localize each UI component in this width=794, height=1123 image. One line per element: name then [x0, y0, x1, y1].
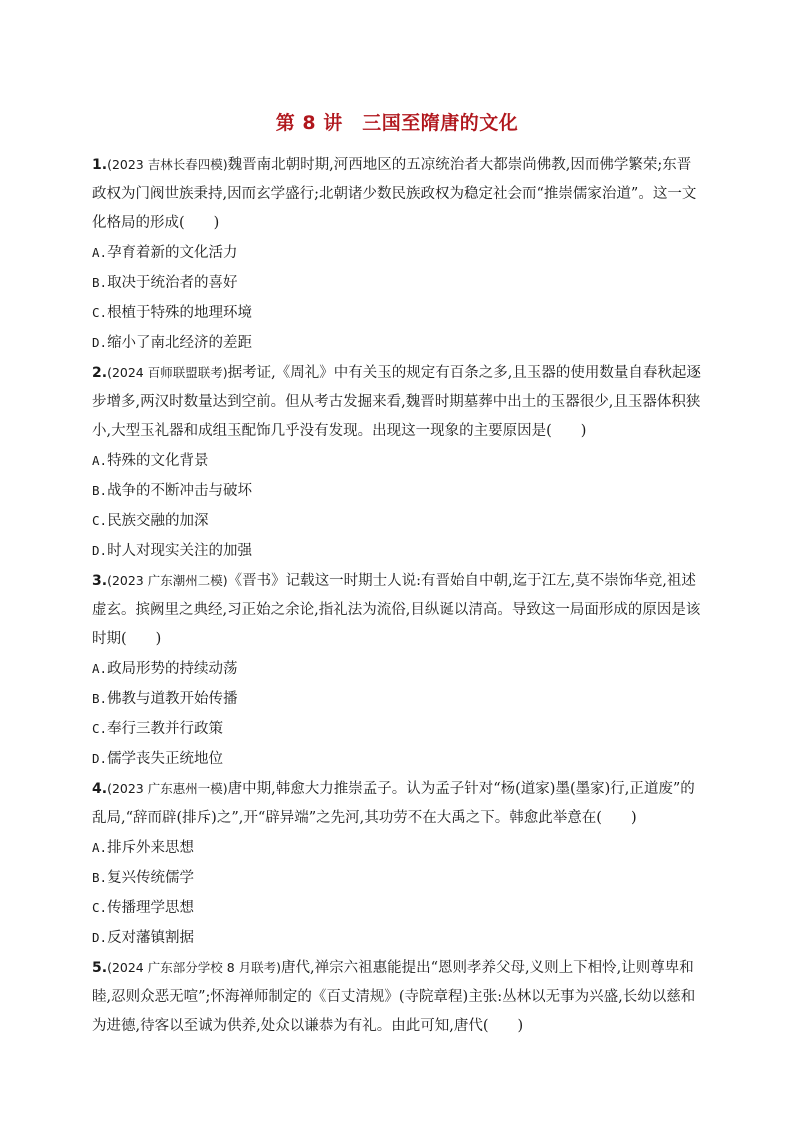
option-text: 民族交融的加深: [107, 513, 209, 529]
question-2: [92, 358, 702, 566]
option-letter: A.: [92, 245, 108, 260]
option-text: 政局形势的持续动荡: [107, 661, 238, 677]
option-text: 奉行三教并行政策: [107, 721, 224, 737]
option-a[interactable]: [92, 833, 702, 863]
option-b[interactable]: [92, 268, 702, 298]
option-list: [92, 238, 702, 358]
option-letter: C.: [92, 900, 108, 915]
option-letter: B.: [92, 483, 108, 498]
option-c[interactable]: [92, 298, 702, 328]
option-letter: C.: [92, 305, 108, 320]
option-d[interactable]: [92, 923, 702, 953]
option-letter: D.: [92, 543, 108, 558]
option-letter: C.: [92, 513, 108, 528]
option-letter: C.: [92, 721, 108, 736]
question-source: (2024 广东部分学校 8 月联考): [107, 960, 282, 975]
option-a[interactable]: [92, 654, 702, 684]
option-d[interactable]: [92, 536, 702, 566]
option-text: 根植于特殊的地理环境: [107, 305, 253, 321]
option-text: 复兴传统儒学: [107, 870, 195, 886]
question-stem: [92, 953, 702, 1041]
option-letter: D.: [92, 751, 108, 766]
option-text: 儒学丧失正统地位: [107, 751, 224, 767]
question-stem: [92, 566, 702, 654]
option-text: 时人对现实关注的加强: [107, 543, 253, 559]
question-list: [92, 150, 702, 1041]
question-stem: [92, 150, 702, 238]
option-text: 排斥外来思想: [107, 840, 195, 856]
option-letter: A.: [92, 453, 108, 468]
question-stem: [92, 358, 702, 446]
question-text: 《晋书》记载这一时期士人说:有晋始自中朝,迄于江左,莫不崇饰华竞,祖述虚玄。摈阙里之典经,习正始之余论,指礼法为流俗,目纵诞以清高。导致这一局面形成的原因是该时期( ): [92, 573, 701, 647]
question-source: (2023 广东惠州一模): [107, 781, 228, 796]
option-b[interactable]: [92, 476, 702, 506]
option-letter: B.: [92, 870, 108, 885]
option-letter: D.: [92, 930, 108, 945]
option-list: [92, 654, 702, 774]
option-text: 佛教与道教开始传播: [107, 691, 238, 707]
option-a[interactable]: [92, 446, 702, 476]
option-text: 特殊的文化背景: [107, 453, 209, 469]
question-number: 2.: [92, 365, 108, 381]
option-a[interactable]: [92, 238, 702, 268]
question-number: 1.: [92, 157, 108, 173]
option-d[interactable]: [92, 744, 702, 774]
question-stem: [92, 774, 702, 833]
option-text: 取决于统治者的喜好: [107, 275, 238, 291]
question-source: (2024 百师联盟联考): [107, 365, 228, 380]
option-letter: B.: [92, 691, 108, 706]
question-text: 唐代,禅宗六祖惠能提出“恩则孝养父母,义则上下相怜,让则尊卑和睦,忍则众恶无喧”;怀海禅师制定的《百丈清规》(寺院章程)主张:丛林以无事为兴盛,长幼以慈和为进德,待客以至诚为供养,处众以谦恭为有礼。由此可知,唐代( ): [92, 960, 696, 1034]
question-source: (2023 吉林长春四模): [107, 157, 228, 172]
option-list: [92, 833, 702, 953]
option-c[interactable]: [92, 506, 702, 536]
option-text: 反对藩镇割据: [107, 930, 195, 946]
question-text: 魏晋南北朝时期,河西地区的五凉统治者大都崇尚佛教,因而佛学繁荣;东晋政权为门阀世族秉持,因而玄学盛行;北朝诸少数民族政权为稳定社会而“推崇儒家治道”。这一文化格局的形成( ): [92, 157, 697, 231]
question-text: 据考证,《周礼》中有关玉的规定有百条之多,且玉器的使用数量自春秋起逐步增多,两汉时数量达到空前。但从考古发掘来看,魏晋时期墓葬中出土的玉器很少,且玉器体积狭小,大型玉礼器和成组玉配饰几乎没有发现。出现这一现象的主要原因是( ): [92, 365, 701, 439]
question-4: [92, 774, 702, 953]
question-3: [92, 566, 702, 774]
option-letter: B.: [92, 275, 108, 290]
option-c[interactable]: [92, 714, 702, 744]
question-source: (2023 广东潮州二模): [107, 573, 228, 588]
page-title: 第 8 讲 三国至隋唐的文化: [275, 112, 519, 134]
option-text: 传播理学思想: [107, 900, 195, 916]
question-text: 唐中期,韩愈大力推崇孟子。认为孟子针对“杨(道家)墨(墨家)行,正道废”的乱局,“辞而辟(排斥)之”,开“辟异端”之先河,其功劳不在大禹之下。韩愈此举意在( ): [92, 781, 695, 826]
option-text: 孕育着新的文化活力: [107, 245, 238, 261]
option-list: [92, 446, 702, 566]
option-c[interactable]: [92, 893, 702, 923]
option-b[interactable]: [92, 863, 702, 893]
option-letter: D.: [92, 335, 108, 350]
option-letter: A.: [92, 661, 108, 676]
option-b[interactable]: [92, 684, 702, 714]
option-text: 缩小了南北经济的差距: [107, 335, 253, 351]
question-number: 4.: [92, 781, 108, 797]
option-text: 战争的不断冲击与破坏: [107, 483, 253, 499]
question-5: [92, 953, 702, 1041]
option-letter: A.: [92, 840, 108, 855]
question-number: 3.: [92, 573, 108, 589]
option-d[interactable]: [92, 328, 702, 358]
question-1: [92, 150, 702, 358]
question-number: 5.: [92, 960, 108, 976]
